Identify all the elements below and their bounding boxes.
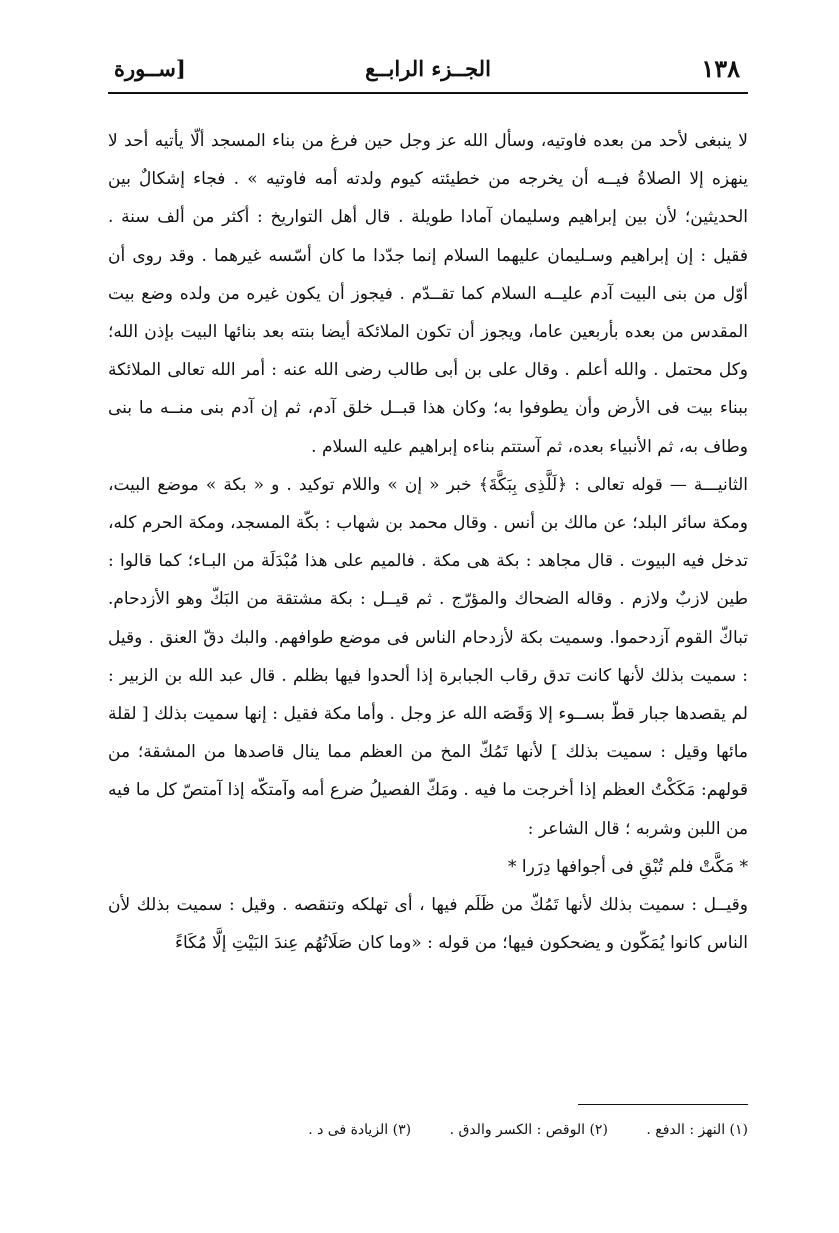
paragraph-first: لا ينبغى لأحد من بعده فاوتيه، وسأل الله عز وجل حين فرغ من بناء المسجد ألّا يأتيه أحد لا ينهزه إلا الصلاةُ فيــه أن يخرجه من خطيئته كيوم ولدته أمه فاوتيه » . فجاء إشكالٌ بين الحديثين؛ لأن بين إبراهيم وسليمان آمادا طويلة . قال أهل التواريخ : أكثر من ألف سنة . فقيل : إن إبراهيم وسـليمان عليهما السلام إنما جدّدا ما كان أسّسه غيرهما . وقد روى أن أوّل من بنى البيت آدم عليــه السلام كما تقــدّم . فيجوز أن يكون غيره من ولده وضع بيت المقدس من بعده بأربعين عاما، ويجوز أن تكون الملائكة أيضا بنته بعد بنائها البيت بإذن الله؛ وكل محتمل . والله أعلم . وقال على بن أبى طالب رضى الله عنه : أمر الله تعالى الملائكة ببناء بيت فى الأرض وأن يطوفوا به؛ وكان هذا قبــل خلق آدم، ثم إن آدم بنى منــه ما بنى وطاف به، ثم الأنبياء بعده، ثم آستتم بناءه إبراهيم عليه السلام . [108, 131, 748, 457]
poetry-verse: * مَكَّتْ فلم تُبْقِ فى أجوافها دِرَرا * [507, 856, 748, 877]
footnotes [108, 1112, 748, 1152]
paragraph-second: الثانيـــة — قوله تعالى : ﴿لَلَّذِى بِبَكَّةَ﴾ خبر « إن » واللام توكيد . و « بكة » موضع البيت، ومكة سائر البلد؛ عن مالك بن أنس . وقال محمد بن شهاب : بكّة المسجد، ومكة الحرم كله، تدخل فيه البيوت . قال مجاهد : بكة هى مكة . فالميم على هذا مُبْدَلَة من البـاء؛ كما قالوا : طين لازبٌ ولازم . وقاله الضحاك والمؤرّج . ثم قيــل : بكة مشتقة من البَكّ وهو الأزدحام. تباكّ القوم آزدحموا. وسميت بكة لأزدحام الناس فى موضع طوافهم. والبك دقّ العنق . وقيل : سميت بذلك لأنها كانت تدق رقاب الجبابرة إذا ألحدوا فيها بظلم . قال عبد الله بن الزبير : لم يقصدها جبار قطّ بســوء إلا وَقَصَه الله عز وجل . وأما مكة فقيل : إنها سميت بذلك [ لقلة مائها وقيل : سميت بذلك ] لأنها تَمُكّ المخ من العظم مما ينال قاصدها من المشقة؛ من قولهم: مَكَكْتُ العظم إذا أخرجت ما فيه . ومَكّ الفصيلُ ضرع أمه وآمتكّه إذا آمتصّ كل ما فيه من اللبن وشربه ؛ قال الشاعر : [108, 474, 748, 839]
paragraph-closing: وقيــل : سميت بذلك لأنها تَمُكّ من ظَلَم فيها ، أى تهلكه وتنقصه . وقيل : سميت بذلك لأن الناس كانوا يُمَكّون و يضحكون فيها؛ من قوله : «وما كان صَلَاتُهُم عِندَ البَيْتِ إلَّا مُكَاءً [108, 895, 748, 954]
surah-label: [ســورة [114, 56, 186, 81]
footnote-3: (٣) الزيادة فى د . [308, 1122, 412, 1138]
page-number: ١٣٨ [701, 54, 740, 83]
main-text [108, 122, 748, 962]
footnote-2: (٢) الوقص : الكسر والدق . [449, 1122, 608, 1138]
header-rule [108, 92, 748, 94]
part-title: الجــزء الرابــع [365, 56, 491, 81]
page-header [108, 52, 748, 94]
footnote-rule [578, 1104, 748, 1105]
footnote-1: (١) النهز : الدفع . [646, 1122, 748, 1138]
